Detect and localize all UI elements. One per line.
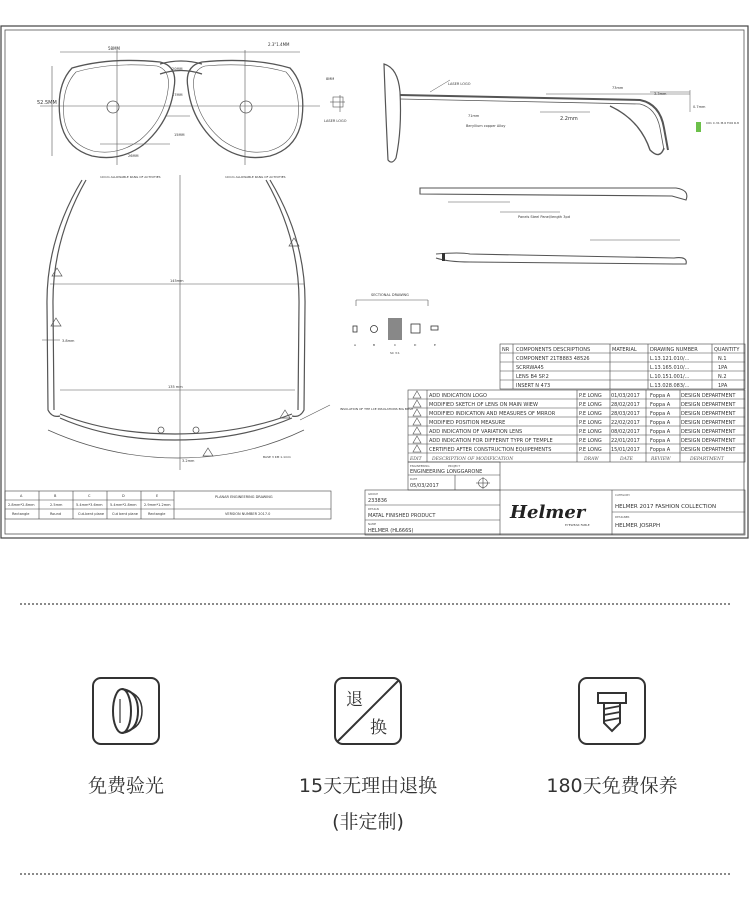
profile-shape: Cut bent plane (112, 512, 138, 516)
rev-desc: MODIFIED POSITION MEASURE (429, 420, 506, 426)
comp-qty: N.2 (718, 374, 727, 380)
feature-sub-label: (非定制) (332, 811, 404, 833)
return-exchange-icon (334, 677, 402, 745)
comp-number: L.13.028.083/... (650, 383, 690, 389)
comp-header-desc: COMPONENTS DESCRIPTIONS (516, 347, 591, 353)
warning-icon (51, 318, 61, 326)
section-letter-b: B (373, 343, 376, 347)
section-letter-e: E (434, 343, 436, 347)
screw-icon (578, 677, 646, 745)
rev-footer-dept: DEPARTMENT (690, 457, 724, 462)
title-cat-label: CATEGORY (615, 493, 630, 497)
profile-size: 5.4mm*2.8mm (110, 503, 137, 507)
comp-number: L.13.165.010/... (650, 365, 690, 371)
title-group-label: GROUP (368, 492, 379, 496)
rev-dept: DESIGN DEPARTMENT (681, 393, 736, 399)
profile-shape: Round (50, 512, 62, 516)
rev-footer-desc: DESCRIPTION OF MODIFICATION (432, 457, 514, 462)
rev-desc: MODIFIED SKETCH OF LENS ON MAIN WIEW (429, 402, 538, 408)
rev-by: P.E LONG (579, 447, 602, 453)
dim-inner-width: 145mm (170, 279, 184, 283)
rev-dept: DESIGN DEPARTMENT (681, 447, 736, 453)
note-laser-logo: LASER LOGO (324, 119, 347, 123)
feature-label: 15天无理由退换 (298, 775, 438, 797)
note-color-codes: C01 C.31 M.6 F.06 R.8 (706, 121, 739, 125)
rev-desc: ADD INDICATION OF VARIATION LENS (429, 429, 523, 435)
rev-reviewer: Foppa A (650, 447, 671, 453)
profile-header-e: E (156, 494, 159, 498)
dim-top-width: 58MM (108, 46, 120, 51)
comp-desc: INSERT N 473 (516, 383, 551, 389)
profile-shape: Rectangle (148, 512, 166, 516)
dim-lens-bar: 71mm (468, 114, 480, 118)
dim-temple-length: 73mm (612, 86, 624, 90)
title-collection: HELMER 2017 FASHION COLLECTION (615, 504, 717, 510)
comp-header-nr: NR (502, 347, 510, 353)
dim-lens-b: 17MM (172, 93, 183, 97)
note-laser-logo-2: LASER LOGO (448, 82, 471, 86)
note-allowable-left: 10mm ALLOWABLE RANG OF ACTIVITIES (100, 175, 161, 179)
profile-shape: Cut-bent plane (78, 512, 105, 516)
note-temple-text: Panels Steel Panel/length 3pd (518, 215, 570, 219)
rev-date: 28/03/2017 (611, 411, 640, 417)
note-material: Beryllium copper Alloy (466, 124, 506, 128)
rev-by: P.E LONG (579, 438, 602, 444)
rev-dept: DESIGN DEPARTMENT (681, 420, 736, 426)
lens-icon (92, 677, 160, 745)
separator-top (20, 603, 730, 605)
note-base: BASE 3 KM 1.1mm (263, 455, 291, 459)
comp-desc: COMPONENT 21T8883 48526 (516, 356, 590, 362)
rev-by: P.E LONG (579, 402, 602, 408)
comp-desc: SCRRWA45 (516, 365, 544, 371)
comp-number: L.10.151.001/... (650, 374, 690, 380)
rev-date: 22/01/2017 (611, 438, 640, 444)
profile-size: 2.9mm*1.2mm (144, 503, 171, 507)
profile-size: 2.8mm*2.8mm (8, 503, 35, 507)
title-designer: HELMER JOSRPH (615, 523, 661, 529)
dim-temple-tip: 3.3mm (654, 92, 667, 96)
dim-temple-end: 0.7mm (693, 105, 706, 109)
rev-reviewer: Foppa A (650, 402, 671, 408)
eng-small-b: PROJECT (448, 464, 461, 468)
title-name-label: NAME (368, 522, 377, 526)
title-finish-label: DESIGN (368, 507, 379, 511)
title-finish: MATAL FINISHED PRODUCT (368, 513, 436, 519)
rev-footer-draw: DRAW (584, 457, 599, 462)
feature-free-maintenance (522, 677, 702, 801)
rev-desc: MODIFIED INDICATION AND MEASURES OF MRROR (429, 411, 556, 417)
rev-date: 22/02/2017 (611, 420, 640, 426)
profile-shape: Rectangle (12, 512, 30, 516)
front-view (40, 50, 345, 165)
rev-footer-date: DATE (620, 457, 633, 462)
warning-icon (52, 268, 62, 276)
note-insulation: INSULATION OF THE LCE INSULATIONS BIG BUSH (340, 407, 414, 411)
dim-lens-c: 15MM (174, 133, 185, 137)
top-view (42, 175, 330, 470)
title-group: 233836 (368, 498, 388, 504)
feature-free-optometry (36, 677, 216, 801)
dim-bridge: 2.3"1.4MM (268, 42, 290, 47)
dim-lens-height: 52.5MM (37, 100, 57, 106)
comp-qty: 1PA (718, 383, 728, 389)
rev-reviewer: Foppa A (650, 393, 671, 399)
title-designer-label: DESIGNER (615, 515, 630, 519)
dim-temple-thickness: 2.2mm (560, 116, 578, 122)
rev-reviewer: Foppa A (650, 429, 671, 435)
comp-number: L.13.121.010/... (650, 356, 690, 362)
dim-hinge-width: 135 mm (168, 385, 183, 389)
section-letter-c: C (394, 343, 397, 347)
eng-value: ENGINEERING LONGGARONE (410, 469, 483, 475)
rev-dept: DESIGN DEPARTMENT (681, 402, 736, 408)
rev-by: P.E LONG (579, 411, 602, 417)
rev-by: P.E LONG (579, 420, 602, 426)
section-letter-a: A (354, 343, 357, 347)
feature-return-exchange (278, 677, 458, 837)
warning-icon (203, 448, 213, 456)
profile-header-c: C (88, 494, 91, 498)
rev-desc: ADD INDICATION FOR DIFFERNT TYPR OF TEMPLE (429, 438, 553, 444)
rev-reviewer: Foppa A (650, 438, 671, 444)
dim-left-small: 3.2mm (182, 459, 195, 463)
brand-sub: EYEWEAR FABLE (565, 523, 590, 527)
comp-desc: LENS B4 SP.2 (516, 374, 549, 380)
rev-dept: DESIGN DEPARTMENT (681, 438, 736, 444)
color-swatch (696, 122, 701, 132)
comp-header-number: DRAWING NUMBER (650, 347, 698, 353)
rev-footer-review: REVIEW (651, 457, 671, 462)
profile-right-1: PLANAR ENGINEERING DRAWING (215, 495, 273, 499)
feature-label: 180天免费保养 (546, 775, 678, 797)
comp-header-material: MATERIAL (612, 347, 637, 353)
profile-right-2: VERSION NUMBER 2017.0 (225, 512, 271, 516)
rev-dept: DESIGN DEPARTMENT (681, 429, 736, 435)
feature-label: 免费验光 (87, 775, 164, 797)
dim-pad: 8MM (326, 77, 335, 81)
eng-small-a: ENGINEERING (410, 464, 430, 468)
profile-size: 5.4mm*3.6mm (76, 503, 103, 507)
comp-qty: 1PA (718, 365, 728, 371)
comp-qty: N.1 (718, 356, 727, 362)
rev-footer-edit: EDIT (410, 457, 422, 462)
eng-date-label: DATE (410, 477, 418, 481)
comp-header-qty: QUANTITY (714, 347, 740, 353)
rev-reviewer: Foppa A (650, 420, 671, 426)
rev-desc: ADD INDICATION LOGO (429, 393, 487, 399)
svg-text:SECTIONAL DRAWING: SECTIONAL DRAWING (371, 293, 409, 297)
rev-reviewer: Foppa A (650, 411, 671, 417)
dim-total: 26MM (128, 154, 139, 158)
section-letter-d: D (414, 343, 417, 347)
profile-header-d: D (122, 494, 125, 498)
exchange-char: 换 (370, 718, 387, 738)
rev-date: 08/02/2017 (611, 429, 640, 435)
note-allowable-right: 10mm ALLOWABLE RANG OF ACTIVITIES (225, 175, 286, 179)
side-view (384, 64, 690, 162)
profile-header-b: B (54, 494, 57, 498)
rev-dept: DESIGN DEPARTMENT (681, 411, 736, 417)
profile-header-a: A (20, 494, 23, 498)
eng-date: 05/03/2017 (410, 483, 439, 489)
brand-logo: Helmer (510, 502, 586, 523)
separator-bottom (20, 873, 730, 875)
rev-by: P.E LONG (579, 429, 602, 435)
profile-size: 2.5mm (50, 503, 63, 507)
section-scale: SC 3:1 (390, 351, 400, 355)
return-char: 退 (346, 690, 363, 710)
dim-hole: 3.8mm (62, 339, 75, 343)
rev-date: 15/01/2017 (611, 447, 640, 453)
rev-by: P.E LONG (579, 393, 602, 399)
rev-date: 28/02/2017 (611, 402, 640, 408)
sectional-drawing (353, 293, 438, 340)
rev-desc: CERTIFIED AFTER CONSTRUCTION EQUIPEMENTS (429, 447, 552, 453)
rev-date: 01/03/2017 (611, 393, 640, 399)
dim-lens-a: 20MM (172, 67, 183, 71)
temple-detail (420, 188, 687, 264)
title-name: HELMER (HL666S) (368, 528, 414, 534)
